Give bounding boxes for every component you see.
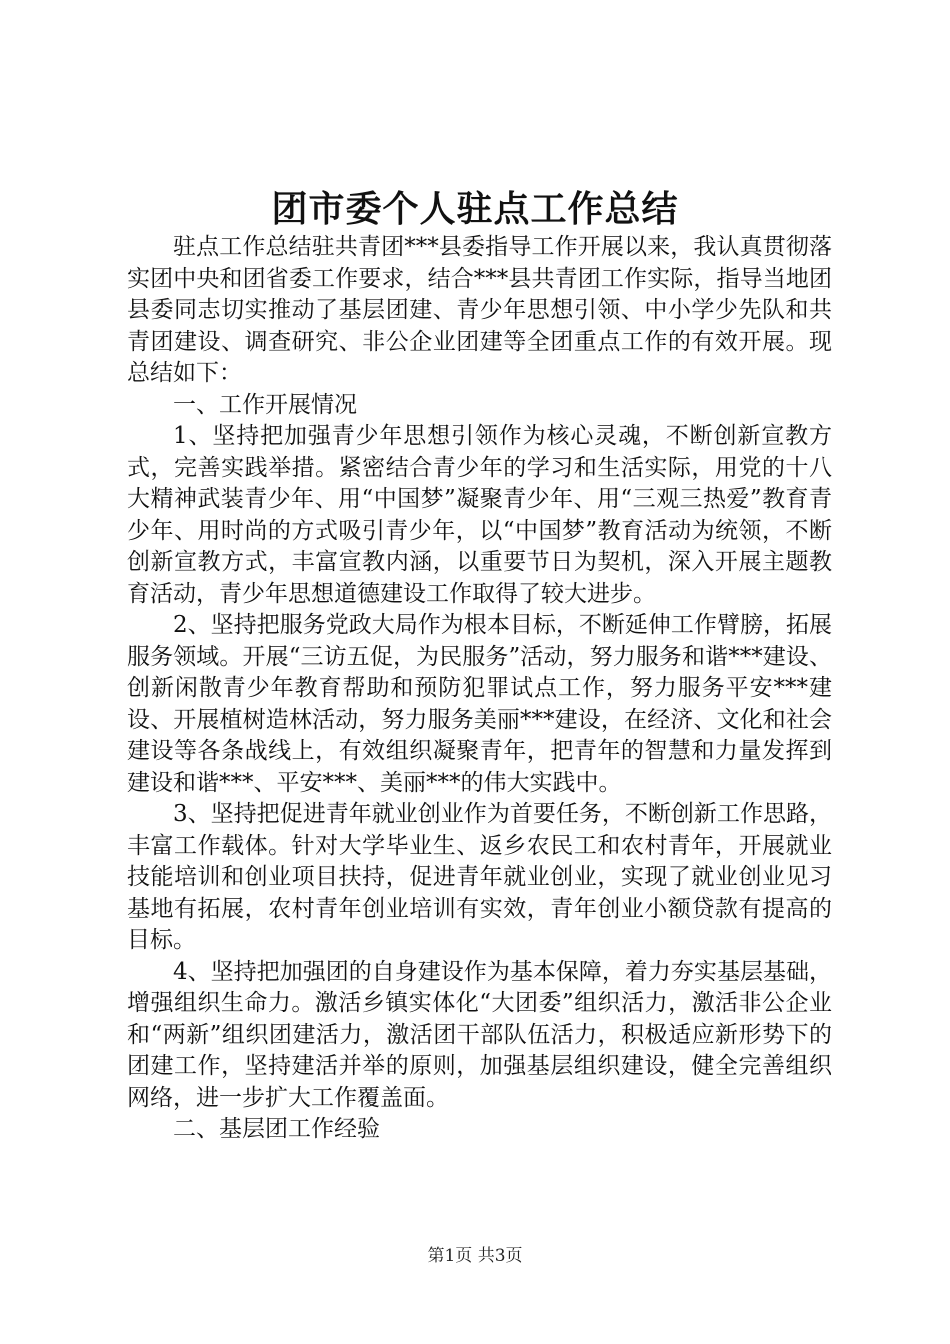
paragraph-item-4: 4、坚持把加强团的自身建设作为基本保障，着力夯实基层基础，增强组织生命力。激活乡镇实体化“大团委”组织活力，激活非公企业和“两新”组织团建活力，激活团干部队伍活力，积极适应新形势下的团建工作，坚持建活并举的原则，加强基层组织建设，健全完善组织网络，进一步扩大工作覆盖面。 [127, 958, 832, 1111]
section-heading-2: 二、基层团工作经验 [173, 1116, 380, 1142]
intro-paragraph: 驻点工作总结驻共青团***县委指导工作开展以来，我认真贯彻落实团中央和团省委工作要求，结合***县共青团工作实际，指导当地团县委同志切实推动了基层团建、青少年思想引领、中小学少先队和共青团建设、调查研究、非公企业团建等全团重点工作的有效开展。现总结如下： [127, 234, 832, 386]
paragraph-item-3: 3、坚持把促进青年就业创业作为首要任务，不断创新工作思路，丰富工作载体。针对大学毕业生、返乡农民工和农村青年，开展就业技能培训和创业项目扶持，促进青年就业创业，实现了就业创业见习基地有拓展，农村青年创业培训有实效，青年创业小额贷款有提高的目标。 [127, 801, 832, 953]
page-footer: 第1页 共3页 [427, 1246, 523, 1266]
paragraph-item-2: 2、坚持把服务党政大局作为根本目标，不断延伸工作臂膀，拓展服务领域。开展“三访五促，为民服务”活动，努力服务和谐***建设、创新闲散青少年教育帮助和预防犯罪试点工作，努力服务平安***建设、开展植树造林活动，努力服务美丽***建设，在经济、文化和社会建设等各条战线上，有效组织凝聚青年，把青年的智慧和力量发挥到建设和谐***、平安***、美丽***的伟大实践中。 [127, 612, 832, 796]
document-body [127, 232, 832, 1146]
document-title: 团市委个人驻点工作总结 [271, 188, 679, 230]
paragraph-item-1: 1、坚持把加强青少年思想引领作为核心灵魂，不断创新宣教方式，完善实践举措。紧密结合青少年的学习和生活实际，用党的十八大精神武装青少年、用“中国梦”凝聚青少年、用“三观三热爱”教育青少年、用时尚的方式吸引青少年，以“中国梦”教育活动为统领，不断创新宣教方式，丰富宣教内涵，以重要节日为契机，深入开展主题教育活动，青少年思想道德建设工作取得了较大进步。 [127, 423, 832, 607]
section-heading-1: 一、工作开展情况 [173, 391, 357, 418]
